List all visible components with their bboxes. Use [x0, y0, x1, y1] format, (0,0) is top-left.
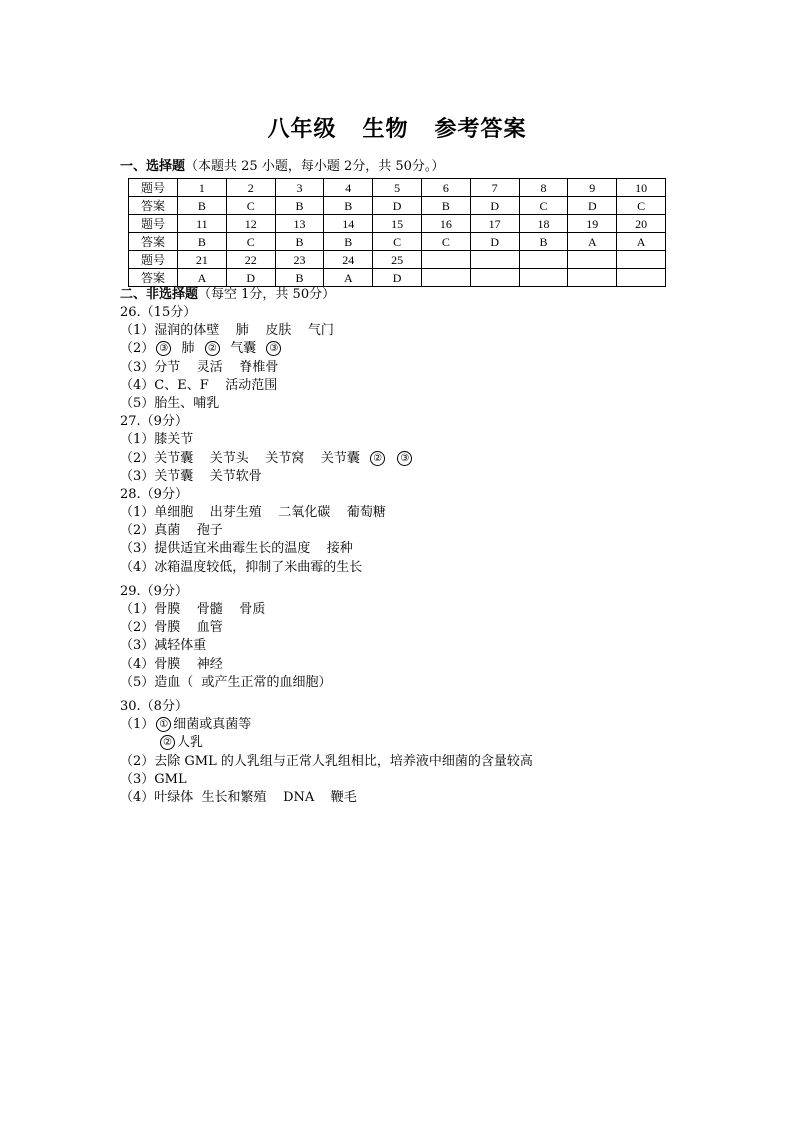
answer-table	[128, 178, 666, 287]
q27-answer-1: （1）膝关节	[120, 432, 194, 448]
answer-cell: B	[421, 197, 470, 215]
question-number-cell: 23	[275, 251, 324, 269]
question-number-cell: 25	[373, 251, 422, 269]
q26-answer-2-text-b: 气囊	[221, 341, 265, 357]
answer-cell: B	[275, 269, 324, 287]
section2-label: 二、非选择题	[120, 287, 199, 302]
answer-cell: C	[373, 233, 422, 251]
answer-cell: C	[226, 197, 275, 215]
question-number-cell: 5	[373, 179, 422, 197]
answer-cell: D	[568, 197, 617, 215]
question-number-cell: 2	[226, 179, 275, 197]
question-number-cell	[470, 251, 519, 269]
q30-answer-1-sub-text: 人乳	[177, 735, 204, 751]
circled-number-mark: ③	[266, 341, 281, 356]
answers-list	[120, 304, 680, 807]
question-number-cell: 7	[470, 179, 519, 197]
row-header: 答案	[129, 197, 178, 215]
q29-answer-5: （5）造血（ 或产生正常的血细胞）	[120, 674, 332, 690]
answer-cell	[421, 269, 470, 287]
q30-answer-2: （2）去除 GML 的人乳组与正常人乳组相比，培养液中细菌的含量较高	[120, 753, 533, 769]
answer-cell: D	[373, 269, 422, 287]
circled-number-mark: ①	[156, 717, 171, 732]
question-number-cell: 20	[617, 215, 666, 233]
q30-answer-1-sub	[120, 734, 680, 752]
answer-row	[129, 269, 666, 287]
answer-cell: D	[373, 197, 422, 215]
row-header: 答案	[129, 233, 178, 251]
q26-answer-2-text-a: 肺	[173, 341, 203, 357]
question-number-cell: 24	[324, 251, 373, 269]
answer-cell: B	[178, 233, 227, 251]
q26-answer-2-prefix: （2）	[120, 341, 155, 357]
answer-cell: A	[178, 269, 227, 287]
circled-number-mark: ②	[160, 735, 175, 750]
q26-answer-4: （4）C、E、F 活动范围	[120, 377, 278, 393]
question-number-cell: 10	[617, 179, 666, 197]
question-number-cell: 18	[519, 215, 568, 233]
section2-heading	[120, 286, 335, 304]
question-number-cell: 13	[275, 215, 324, 233]
page-title: 八年级 生物 参考答案	[267, 116, 527, 142]
circled-number-mark: ③	[156, 341, 171, 356]
answer-cell: A	[617, 233, 666, 251]
answer-cell	[470, 269, 519, 287]
question-number-cell	[519, 251, 568, 269]
q27-answer-3: （3）关节囊 关节软骨	[120, 468, 262, 484]
q27-answer-2-text: （2）关节囊 关节头 关节窝 关节囊	[120, 450, 369, 466]
answer-cell: B	[275, 233, 324, 251]
answer-cell: A	[324, 269, 373, 287]
question-number-cell: 15	[373, 215, 422, 233]
q28-answer-4: （4）冰箱温度较低，抑制了米曲霉的生长	[120, 559, 363, 575]
section1-note: （本题共 25 小题，每小题 2分，共 50分。）	[185, 159, 445, 174]
question-number-cell: 6	[421, 179, 470, 197]
row-header: 答案	[129, 269, 178, 287]
circled-number-mark: ②	[370, 451, 385, 466]
q26-answer-2	[120, 340, 680, 358]
answer-cell: C	[226, 233, 275, 251]
question-number-cell: 1	[178, 179, 227, 197]
q26-answer-5: （5）胎生、哺乳	[120, 395, 220, 411]
question-number-cell: 8	[519, 179, 568, 197]
question-number-cell: 3	[275, 179, 324, 197]
question-number-cell: 11	[178, 215, 227, 233]
answer-row	[129, 197, 666, 215]
row-header: 题号	[129, 251, 178, 269]
answer-cell: B	[324, 197, 373, 215]
question-number-cell: 17	[470, 215, 519, 233]
q26-answer-3: （3）分节 灵活 脊椎骨	[120, 359, 279, 375]
question-number-row	[129, 179, 666, 197]
q28-answer-2: （2）真菌 孢子	[120, 523, 223, 539]
answer-cell: D	[226, 269, 275, 287]
answer-row	[129, 233, 666, 251]
question-number-cell: 12	[226, 215, 275, 233]
q28-answer-1: （1）单细胞 出芽生殖 二氧化碳 葡萄糖	[120, 505, 386, 521]
question-number-cell: 9	[568, 179, 617, 197]
question-number-row	[129, 215, 666, 233]
section1-heading	[120, 158, 444, 176]
q30-heading: 30.（8分）	[120, 698, 188, 714]
q27-answer-2	[120, 450, 680, 468]
answer-cell: D	[470, 197, 519, 215]
row-header: 题号	[129, 179, 178, 197]
question-number-row	[129, 251, 666, 269]
question-number-cell: 19	[568, 215, 617, 233]
answer-cell: C	[421, 233, 470, 251]
q29-answer-1: （1）骨膜 骨髓 骨质	[120, 602, 266, 617]
q29-heading: 29.（9分）	[120, 583, 188, 599]
q30-answer-1-prefix: （1）	[120, 717, 155, 733]
circled-number-mark: ③	[397, 451, 412, 466]
q29-answer-3: （3）减轻体重	[120, 638, 207, 654]
q28-heading: 28.（9分）	[120, 486, 188, 502]
q29-answer-2: （2）骨膜 血管	[120, 620, 223, 636]
question-number-cell: 21	[178, 251, 227, 269]
question-number-cell: 14	[324, 215, 373, 233]
answer-cell	[519, 269, 568, 287]
question-number-cell: 16	[421, 215, 470, 233]
answer-cell: D	[470, 233, 519, 251]
answer-cell: B	[275, 197, 324, 215]
answer-cell: A	[568, 233, 617, 251]
answer-cell: C	[617, 197, 666, 215]
answer-cell: B	[519, 233, 568, 251]
question-number-cell	[421, 251, 470, 269]
q29-answer-4: （4）骨膜 神经	[120, 656, 223, 672]
row-header: 题号	[129, 215, 178, 233]
q30-answer-1-text: 细菌或真菌等	[173, 717, 252, 733]
answer-cell: B	[178, 197, 227, 215]
question-number-cell	[617, 251, 666, 269]
section1-label: 一、选择题	[120, 159, 186, 174]
question-number-cell: 22	[226, 251, 275, 269]
q30-answer-1	[120, 716, 680, 734]
circled-number-mark: ②	[205, 341, 220, 356]
answer-cell	[568, 269, 617, 287]
q30-answer-3: （3）GML	[120, 771, 187, 787]
q28-answer-3: （3）提供适宜米曲霉生长的温度 接种	[120, 541, 353, 557]
question-number-cell: 4	[324, 179, 373, 197]
q27-heading: 27.（9分）	[120, 414, 188, 430]
question-number-cell	[568, 251, 617, 269]
q30-answer-4: （4）叶绿体 生长和繁殖 DNA 鞭毛	[120, 789, 357, 805]
q26-heading: 26.（15分）	[120, 305, 197, 320]
section2-note: （每空 1分，共 50分）	[198, 287, 336, 302]
answer-cell: B	[324, 233, 373, 251]
q26-answer-1: （1）湿润的体壁 肺 皮肤 气门	[120, 323, 334, 339]
answer-cell	[617, 269, 666, 287]
answer-cell: C	[519, 197, 568, 215]
